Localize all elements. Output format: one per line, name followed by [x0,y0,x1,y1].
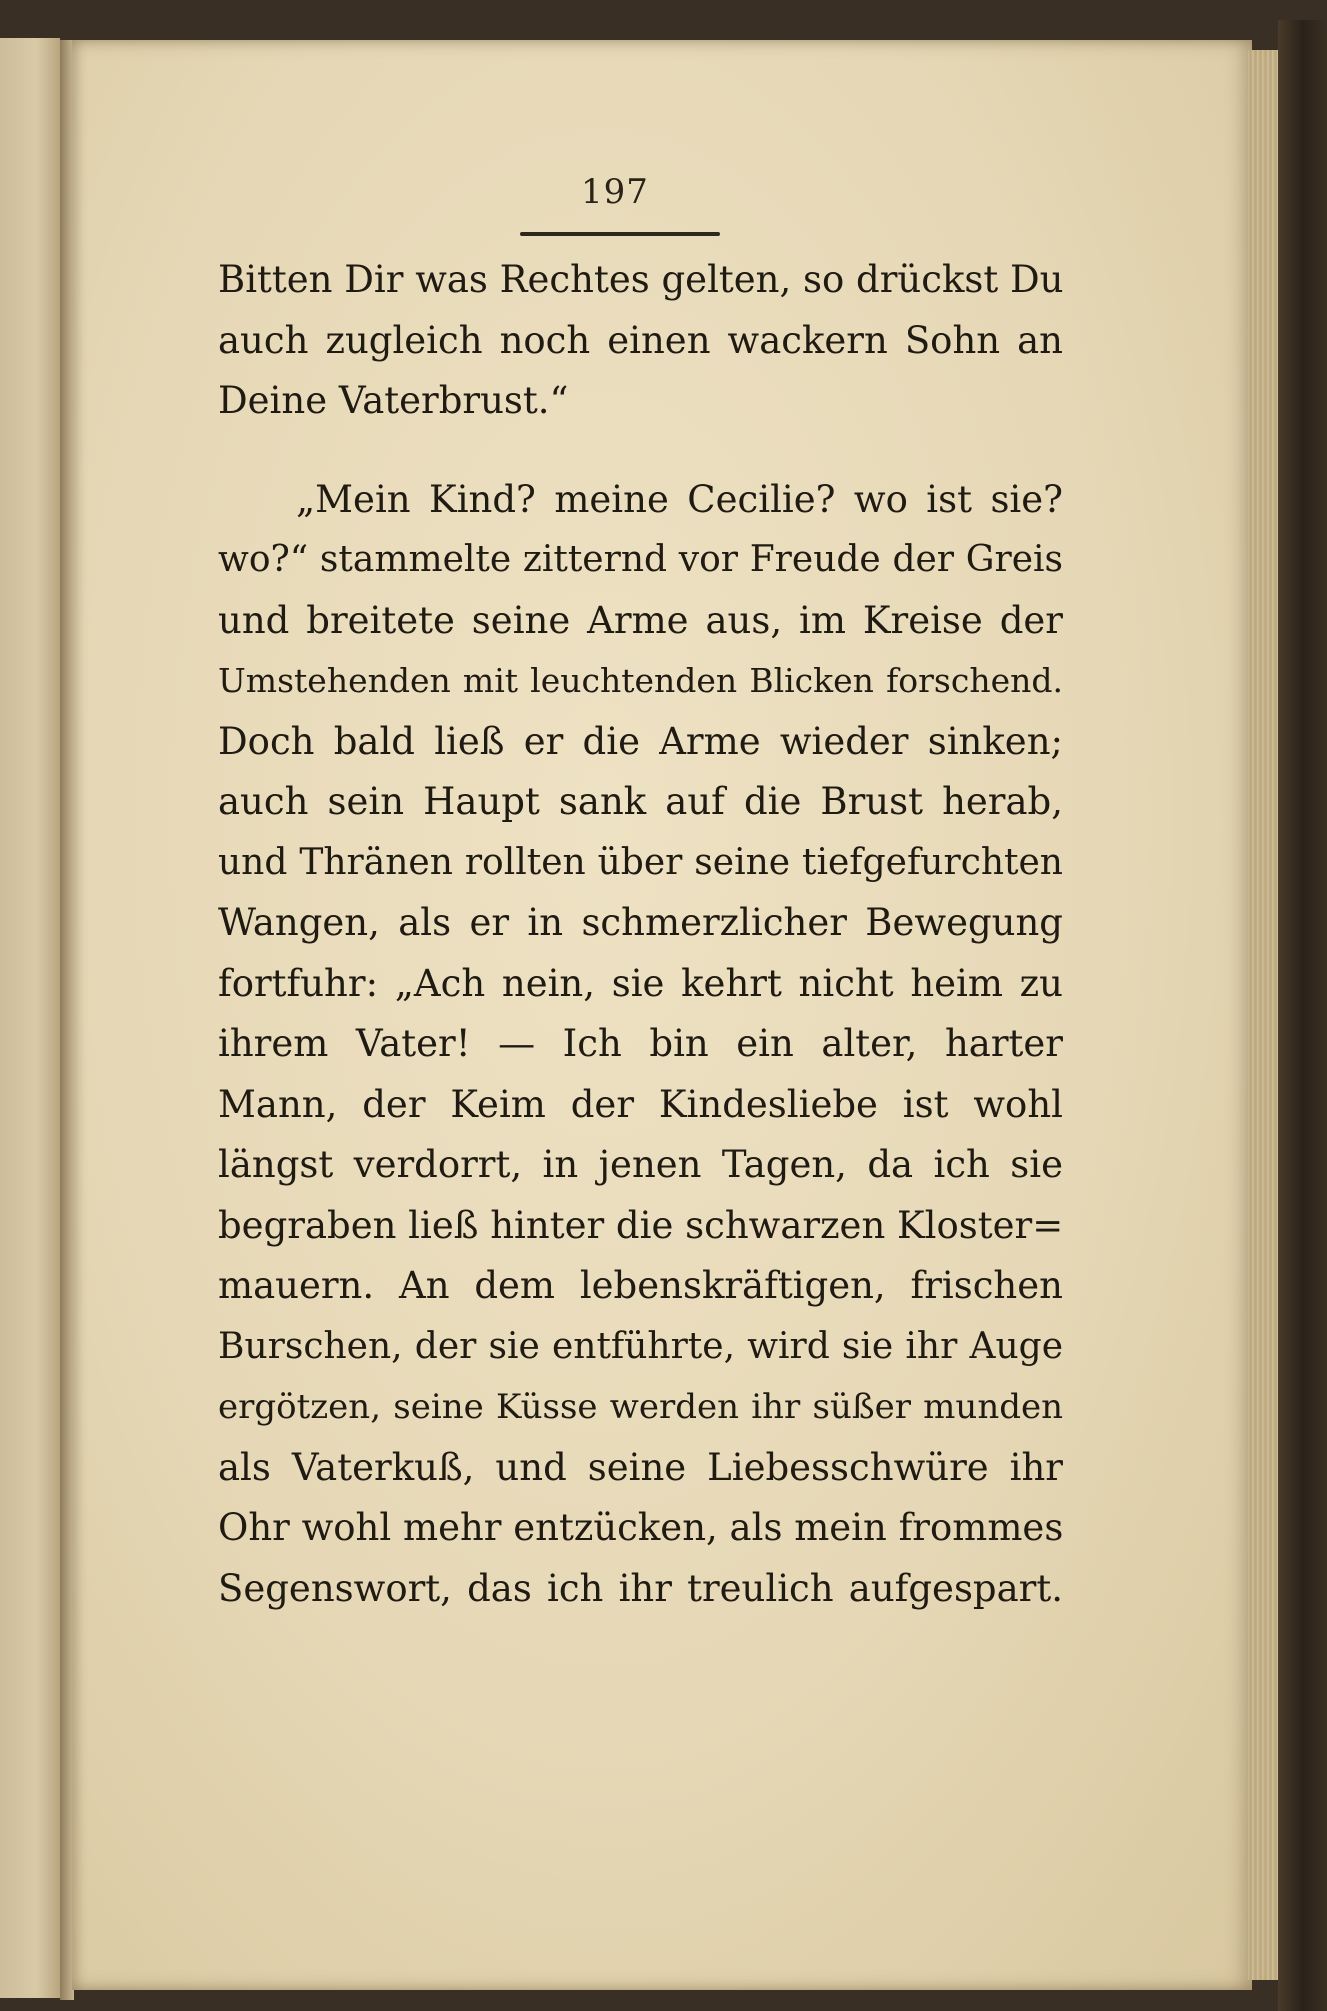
text-line: ergötzen, seine Küsse werden ihr süßer munden [218,1387,1063,1427]
text-line: „Mein Kind? meine Cecilie? wo ist sie? [296,477,1063,521]
text-line: Mann, der Keim der Kindesliebe ist wohl [218,1082,1063,1126]
text-line: längst verdorrt, in jenen Tagen, da ich sie [218,1143,1063,1186]
text-line: auch sein Haupt sank auf die Brust herab, [218,780,1063,823]
text-line: Burschen, der sie entführte, wird sie ihr Auge [218,1325,1063,1367]
text-line: begraben ließ hinter die schwarzen Kloster= [218,1203,1064,1247]
book-cover-edge [1278,20,1327,2011]
text-line: Deine Vaterbrust.“ [218,379,569,422]
text-line: Umstehenden mit leuchtenden Blicken forschend. [218,661,1063,700]
text-line: Segenswort, das ich ihr treulich aufgespart. [218,1566,1063,1610]
text-line: Ohr wohl mehr entzücken, als mein frommes [218,1506,1064,1549]
body-text [218,250,1063,1619]
text-line: ihrem Vater! — Ich bin ein alter, harter [218,1022,1063,1065]
text-line: wo?“ stammelte zitternd vor Freude der Greis [218,539,1063,580]
page-edges [1248,50,1278,1980]
text-line: und Thränen rollten über seine tiefgefurchten [218,841,1063,883]
left-page-edge [0,38,60,1998]
text-line: Doch bald ließ er die Arme wieder sinken; [218,719,1063,763]
text-line: mauern. An dem lebenskräftigen, frischen [218,1264,1063,1307]
page-number: 197 [581,172,649,212]
text-line: fortfuhr: „Ach nein, sie kehrt nicht heim zu [218,961,1063,1005]
text-line: als Vaterkuß, und seine Liebesschwüre ihr [218,1445,1063,1489]
text-line: auch zugleich noch einen wackern Sohn an [218,318,1063,362]
text-line: und breitete seine Arme aus, im Kreise der [218,598,1063,642]
header-rule [520,232,720,236]
text-line: Wangen, als er in schmerzlicher Bewegung [218,901,1063,944]
paragraph-gap [218,432,1063,470]
text-line: Bitten Dir was Rechtes gelten, so drückst Du [218,258,1064,301]
